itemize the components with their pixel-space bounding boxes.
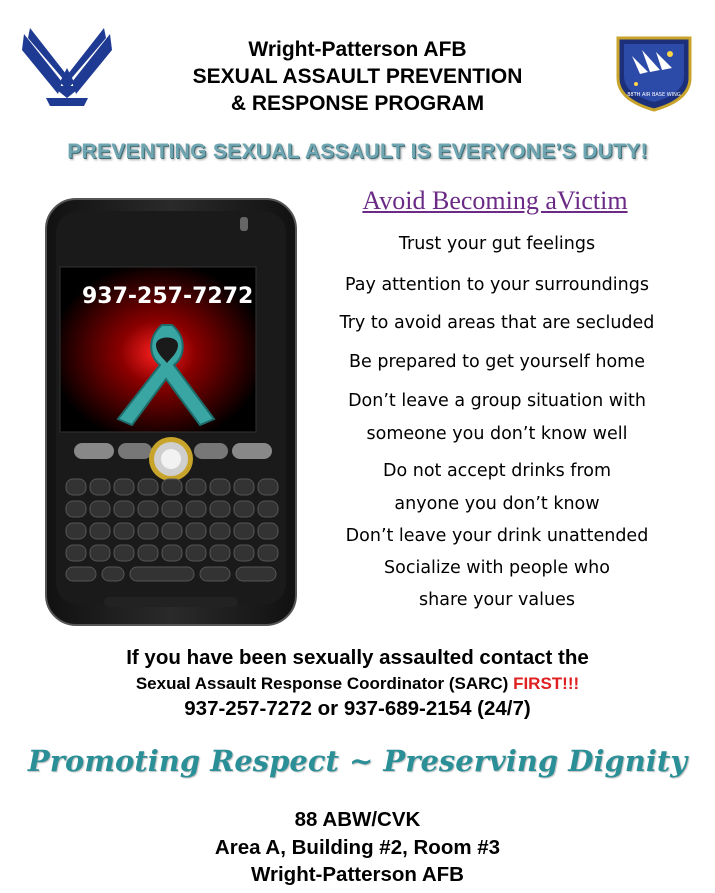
tip-line: Be prepared to get yourself home (349, 352, 645, 372)
header-line-3: & RESPONSE PROGRAM (230, 92, 485, 115)
address-line-2: Area A, Building #2, Room #3 (214, 836, 501, 859)
page-title (110, 36, 605, 117)
phone-illustration (44, 197, 299, 627)
tip-line: Try to avoid areas that are secluded (339, 313, 655, 333)
tip-line: someone you don’t know well (366, 424, 628, 444)
header-line-2: SEXUAL ASSAULT PREVENTION (192, 65, 523, 88)
address-line-3: Wright-Patterson AFB (251, 863, 464, 886)
tip-line: share your values (419, 590, 575, 610)
address-line-1: 88 ABW/CVK (294, 808, 421, 831)
patch-text: 88TH AIR BASE WING (627, 92, 681, 98)
tip-line: Don’t leave a group situation with (348, 391, 646, 411)
88-air-base-wing-patch-icon (612, 34, 696, 112)
tips-heading: Avoid Becoming aVictim (362, 186, 628, 215)
tip-line: Do not accept drinks from (382, 461, 612, 481)
duty-banner: PREVENTING SEXUAL ASSAULT IS EVERYONE’S DUTY! (67, 140, 648, 163)
header-line-1: Wright-Patterson AFB (248, 38, 467, 61)
contact-line-1: If you have been sexually assaulted contact the (126, 646, 589, 669)
contact-first-text: FIRST!!! (513, 674, 580, 693)
tip-line: Pay attention to your surroundings (345, 275, 649, 295)
air-force-symbol-icon (22, 20, 112, 112)
tip-line: Socialize with people who (384, 558, 610, 578)
tip-line: Trust your gut feelings (398, 234, 596, 254)
contact-sarc-text: Sexual Assault Response Coordinator (SARC) (135, 674, 509, 693)
phone-screen-number: 937-257-7272 (82, 284, 254, 309)
tip-line: Don’t leave your drink unattended (345, 526, 649, 546)
contact-phone-numbers: 937-257-7272 or 937-689-2154 (24/7) (184, 697, 531, 720)
motto: Promoting Respect ~ Preserving Dignity (27, 744, 688, 778)
contact-line-2 (0, 674, 715, 694)
tip-line: anyone you don’t know (394, 494, 600, 514)
